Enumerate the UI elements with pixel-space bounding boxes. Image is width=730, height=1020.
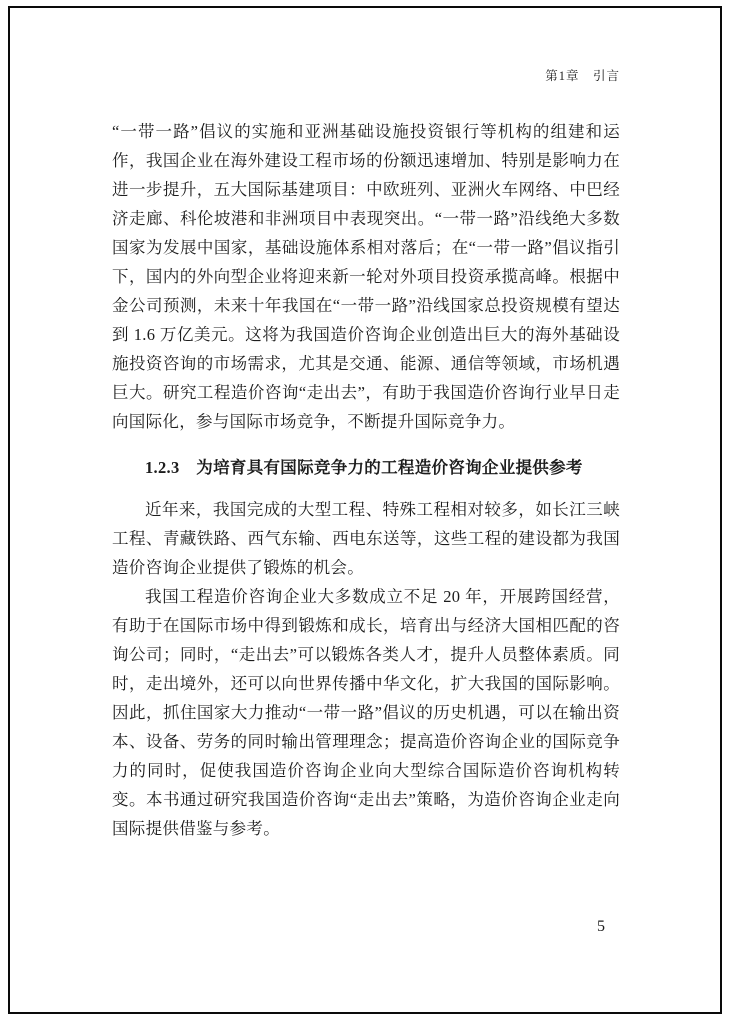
body-text <box>112 117 620 843</box>
page-number: 5 <box>597 918 605 935</box>
page-content <box>112 66 620 843</box>
paragraph-major-projects: 近年来，我国完成的大型工程、特殊工程相对较多，如长江三峡工程、青藏铁路、西气东输、西电东送等，这些工程的建设都为我国造价咨询企业提供了锻炼的机会。 <box>112 500 620 577</box>
paragraph-going-global: 我国工程造价咨询企业大多数成立不足 20 年，开展跨国经营，有助于在国际市场中得到锻炼和成长，培育出与经济大国相匹配的咨询公司；同时，“走出去”可以锻炼各类人才，提升人员整体素质。同时，走出境外，还可以向世界传播中华文化，扩大我国的国际影响。因此，抓住国家大力推动“一带一路”倡议的历史机遇，可以在输出资本、设备、劳务的同时输出管理理念；提高造价咨询企业的国际竞争力的同时，促使我国造价咨询企业向大型综合国际造价咨询机构转变。本书通过研究我国造价咨询“走出去”策略，为造价咨询企业走向国际提供借鉴与参考。 <box>112 587 620 838</box>
paragraph-belt-and-road: “一带一路”倡议的实施和亚洲基础设施投资银行等机构的组建和运作，我国企业在海外建设工程市场的份额迅速增加、特别是影响力在进一步提升，五大国际基建项目：中欧班列、亚洲火车网络、中巴经济走廊、科伦坡港和非洲项目中表现突出。“一带一路”沿线绝大多数国家为发展中国家，基础设施体系相对落后；在“一带一路”倡议指引下，国内的外向型企业将迎来新一轮对外项目投资承揽高峰。根据中金公司预测，未来十年我国在“一带一路”沿线国家总投资规模有望达到 1.6 万亿美元。这将为我国造价咨询企业创造出巨大的海外基础设施投资咨询的市场需求，尤其是交通、能源、通信等领域，市场机遇巨大。研究工程造价咨询“走出去”，有助于我国造价咨询行业早日走向国际化，参与国际市场竞争，不断提升国际竞争力。 <box>112 122 620 431</box>
section-heading-1-2-3: 1.2.3 为培育具有国际竞争力的工程造价咨询企业提供参考 <box>145 458 583 477</box>
running-header: 第1章 引言 <box>545 69 620 83</box>
